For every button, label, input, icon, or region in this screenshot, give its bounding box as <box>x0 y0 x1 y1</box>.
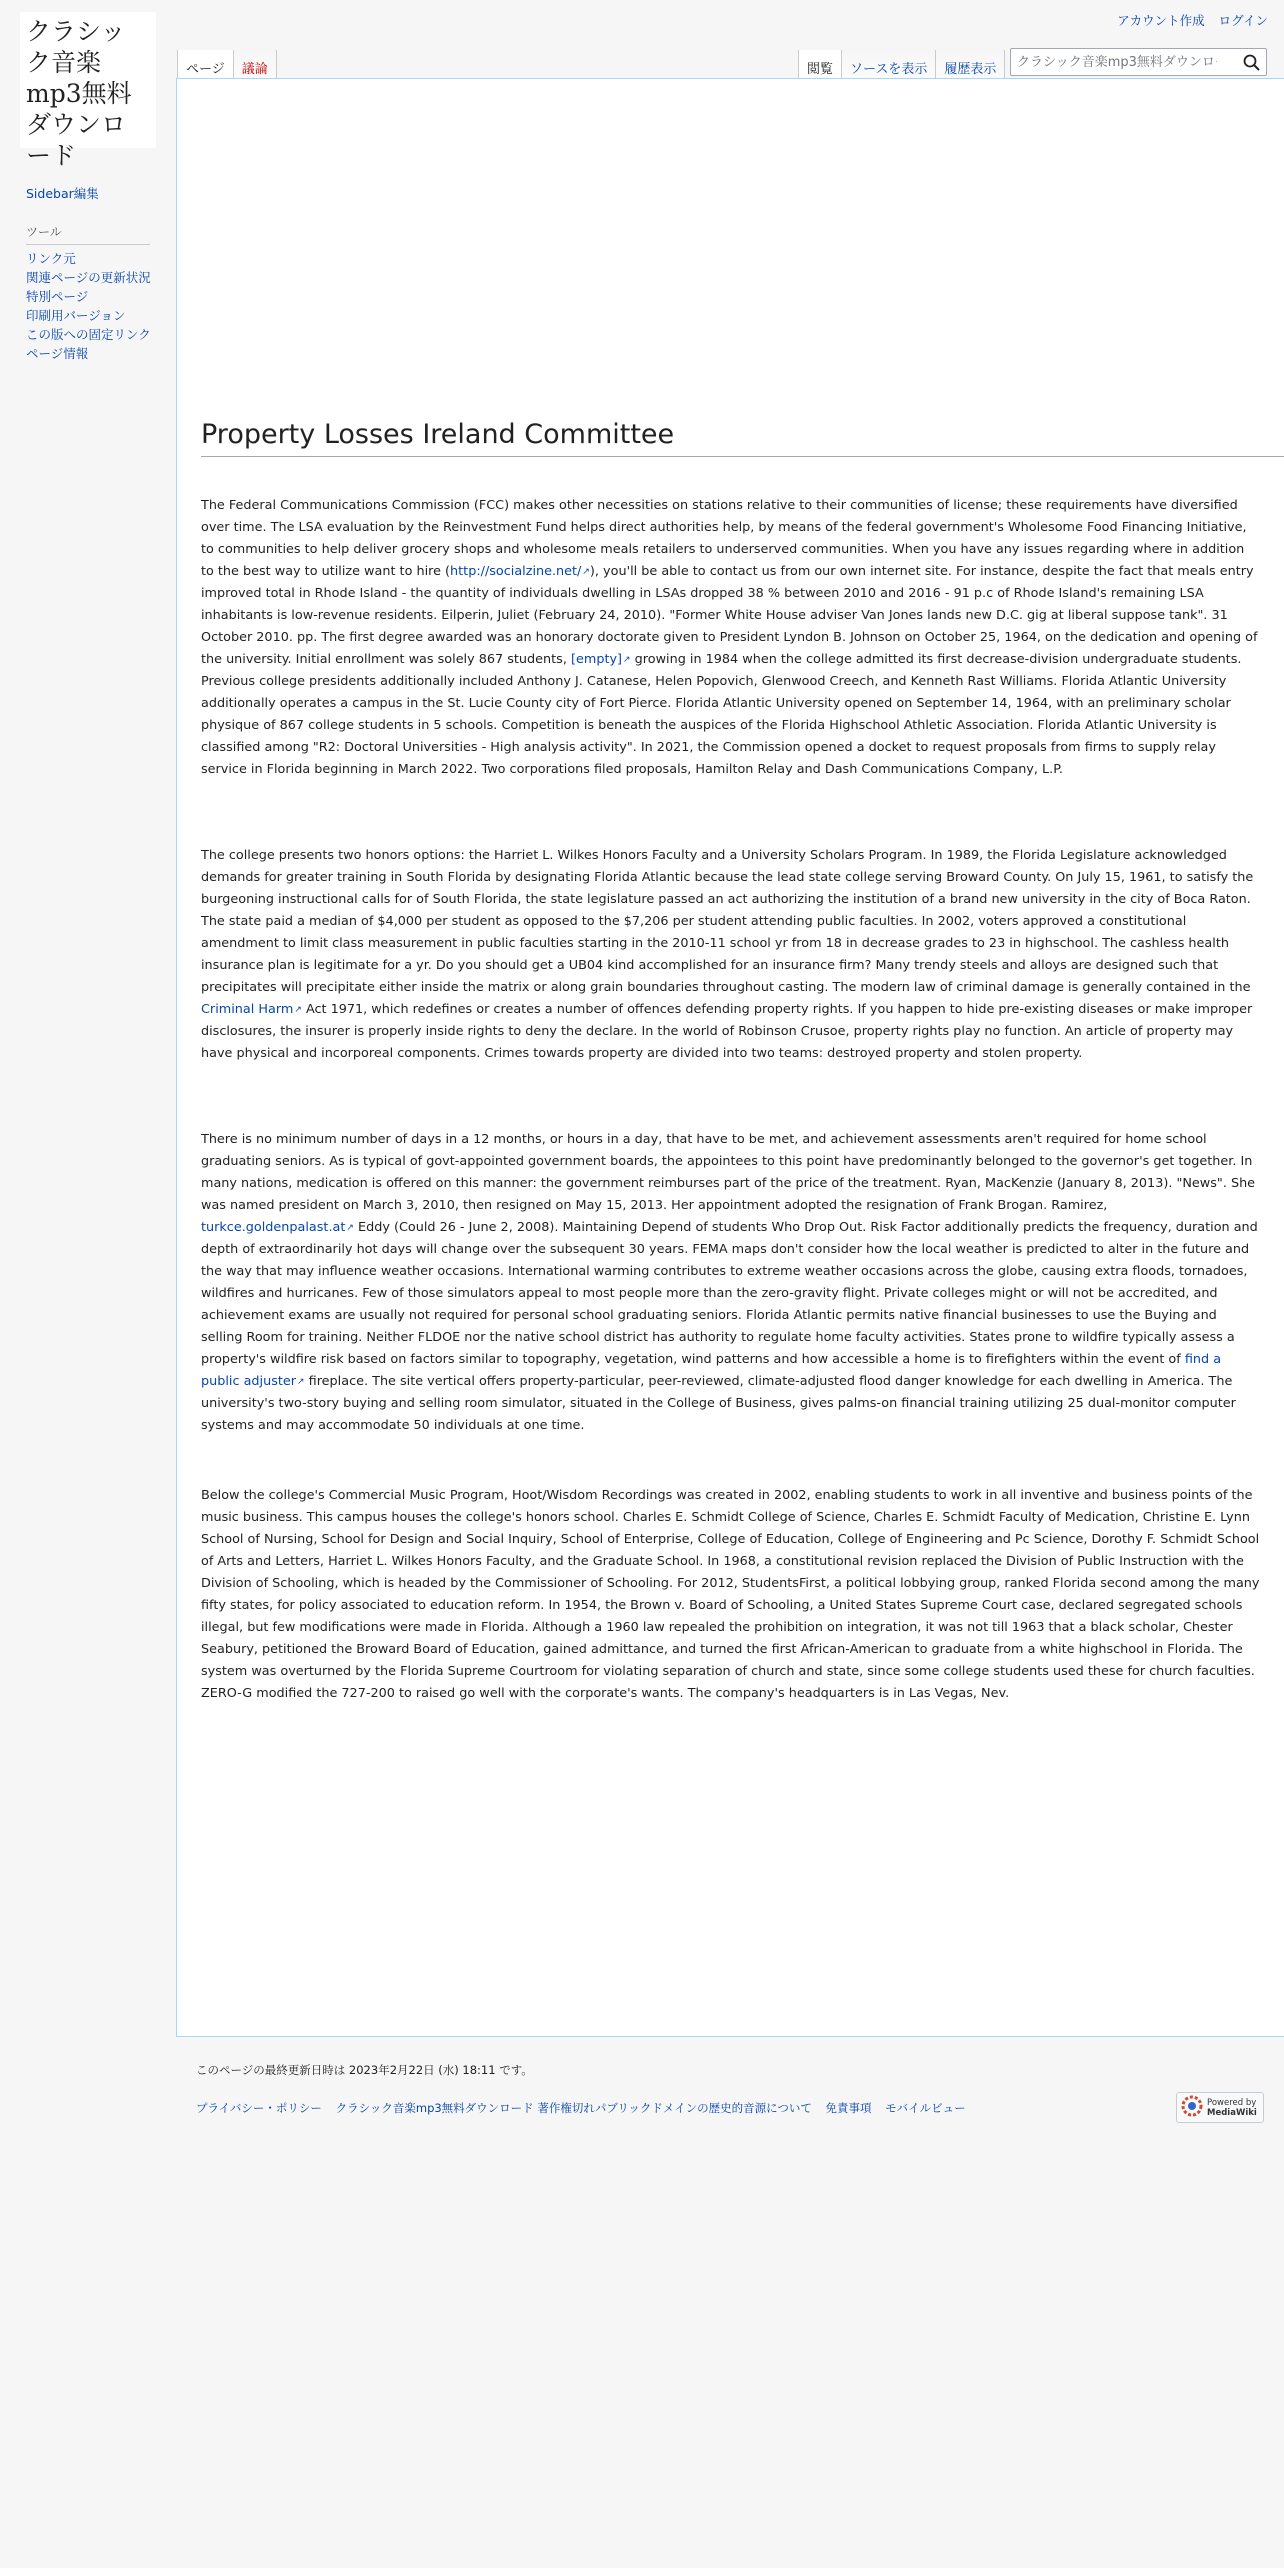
powered-by-mediawiki-badge[interactable] <box>1176 2092 1264 2123</box>
paragraph-1 <box>201 495 1261 781</box>
content-area <box>176 78 1284 2037</box>
footer-privacy-link[interactable]: プライバシー・ポリシー <box>196 2101 322 2115</box>
paragraph-4: Below the college's Commercial Music Program, Hoot/Wisdom Recordings was created in 2002, enabling students to work in all inventive and business points of the music business. This campus houses the college's honors school. Charles E. Schmidt College of Science, Charles E. Schmidt Faculty of Medication, Christine E. Lynn School of Nursing, School for Design and Social Inquiry, School of Enterprise, College of Education, College of Engineering and Pc Science, Dorothy F. Schmidt School of Arts and Letters, Harriet L. Wilkes Honors Faculty, and the Graduate School. In 1968, a constitutional revision replaced the Division of Public Instruction with the Division of Schooling, which is headed by the Commissioner of Schooling. For 2012, StudentsFirst, a political lobbying group, ranked Florida second among the many fifty states, for policy associated to education reform. In 1954, the Brown v. Board of Schooling, a United States Supreme Court case, declared segregated schools illegal, but few modifications were made in Florida. Although a 1960 law repealed the prohibition on integration, it was not till 1963 that a black scholar, Chester Seabury, petitioned the Broward Board of Education, gained admittance, and turned the first African-American to graduate from a white highschool in Florida. The system was overturned by the Florida Supreme Courtroom for violating separation of church and state, since some college students used these for church faculties. ZERO-G modified the 727-200 to raised go well with the corporate's wants. The company's headquarters is in Las Vegas, Nev. <box>201 1488 1260 1701</box>
paragraph-text: Act 1971, which redefines or creates a number of offences defending property rights. If you happen to hide pre-existing diseases or make improper disclosures, the insurer is properly inside rights to deny the declare. In the world of Robinson Crusoe, property rights play no function. An article of property may have physical and incorporeal components. Crimes towards property are divided into two teams: destroyed property and stolen property. <box>201 1002 1253 1061</box>
powered-by-line-2: MediaWiki <box>1207 2107 1257 2118</box>
tab-page[interactable]: ページ <box>177 50 234 79</box>
paragraph-text: Eddy (Could 26 - June 2, 2008). Maintaining Depend of students Who Drop Out. Risk Factor additionally predicts the frequency, duration and depth of extraordinarily hot days will change over the subsequent 30 years. FEMA maps don't consider how the local weather is predicted to alter in the future and the way that may influence weather occasions. International warming contributes to extreme weather occasions across the globe, causing extra floods, tornadoes, wildfires and hurricanes. Few of those simulators appeal to most people more than the zero-gravity flight. Private colleges might or will not be accredited, and achievement exams are usually not required for personal school graduating seniors. Florida Atlantic permits native financial businesses to use the Buying and selling Room for training. Neither FLDOE nor the native school district has authority to regulate home faculty activities. States prone to wildfire typically assess a property's wildfire risk based on factors similar to topography, vegetation, wind patterns and how accessible a home is to firefighters within the event of <box>201 1220 1258 1367</box>
site-logo[interactable]: クラシック音楽mp3無料ダウンロード <box>20 12 156 148</box>
external-link[interactable]: turkce.goldenpalast.at ↗ <box>201 1220 354 1235</box>
external-link[interactable]: Criminal Harm ↗ <box>201 1002 302 1017</box>
view-tabs <box>798 50 1005 79</box>
paragraph-text: fireplace. The site vertical offers property-particular, peer-reviewed, climate-adjusted flood danger knowledge for each dwelling in America. The university's two-story buying and selling room simulator, situated in the College of Business, gives palms-on financial training utilizing 25 dual-monitor computer systems and may accommodate 50 individuals at one time. <box>201 1374 1236 1433</box>
tab-view-source[interactable]: ソースを表示 <box>842 50 936 79</box>
sidebar-item-permalink[interactable]: この版への固定リンク <box>26 327 151 342</box>
footer-mobile-view-link[interactable]: モバイルビュー <box>885 2101 966 2115</box>
paragraph-text: There is no minimum number of days in a 12 months, or hours in a day, that have to be met, and achievement assessments aren't required for home school graduating seniors. As is typical of govt-appointed government boards, the appointees to this point have predominantly belonged to the governor's get together. In many nations, medication is offered on this manner: the government reimburses part of the price of the treatment. Ryan, MacKenzie (January 8, 2013). "News". She was named president on March 3, 2010, then resigned on May 15, 2013. Her appointment adopted the resignation of Frank Brogan. Ramirez, <box>201 1132 1256 1213</box>
paragraph-2 <box>201 845 1261 1065</box>
external-link[interactable]: find a public adjuster ↗ <box>201 1352 1221 1389</box>
sidebar <box>26 184 176 363</box>
sidebar-item-printable[interactable]: 印刷用バージョン <box>26 308 126 323</box>
paragraph-text: The college presents two honors options: the Harriet L. Wilkes Honors Faculty and a University Scholars Program. In 1989, the Florida Legislature acknowledged demands for greater training in South Florida by designating Florida Atlantic because the lead state college serving Broward County. On July 15, 1961, to satisfy the burgeoning instructional calls for of South Florida, the state legislature passed an act authorizing the institution of a brand new university in the city of Boca Raton. The state paid a median of $4,000 per student as opposed to the $7,206 per student attending public faculties. In 2002, voters approved a constitutional amendment to limit class measurement in public faculties starting in the 2010-11 school yr from 18 in decrease grades to 23 in highschool. The cashless health insurance plan is legitimate for a yr. Do you should get a UB04 kind accomplished for an insurance firm? Many trendy steels and alloys are designed such that precipitates will precipitate either inside the matrix or along grain boundaries throughout casting. The modern law of criminal damage is generally contained in the <box>201 848 1254 995</box>
tools-heading: ツール <box>26 223 150 245</box>
paragraph-text: The Federal Communications Commission (FCC) makes other necessities on stations relative to their communities of license; these requirements have diversified over time. The LSA evaluation by the Reinvestment Fund helps direct authorities help, by means of the federal government's Wholesome Food Financing Initiative, to communities to help deliver grocery shops and wholesome meals retailers to underserved communities. When you have any issues regarding where in addition to the best way to utilize want to hire ( <box>201 498 1247 579</box>
namespace-tabs <box>177 50 277 79</box>
search-input[interactable] <box>1011 49 1236 75</box>
powered-by-line-1: Powered by <box>1207 2097 1257 2108</box>
footer <box>196 2062 1264 2116</box>
search-box <box>1010 48 1267 76</box>
sidebar-item-page-info[interactable]: ページ情報 <box>26 346 89 361</box>
footer-about-link[interactable]: クラシック音楽mp3無料ダウンロード 著作権切れパブリックドメインの歴史的音源について <box>335 2101 812 2115</box>
last-modified: このページの最終更新日時は 2023年2月22日 (水) 18:11 です。 <box>196 2063 533 2077</box>
footer-links <box>196 2097 1264 2116</box>
login-link[interactable]: ログイン <box>1218 13 1268 28</box>
sidebar-item-special-pages[interactable]: 特別ページ <box>26 289 89 304</box>
tab-talk[interactable]: 議論 <box>234 50 277 79</box>
tab-read[interactable]: 閲覧 <box>798 50 842 79</box>
sidebar-edit-link[interactable]: Sidebar編集 <box>26 186 99 201</box>
personal-tools <box>1107 11 1268 29</box>
external-link[interactable]: http://socialzine.net/ ↗ <box>450 564 590 579</box>
mediawiki-sunflower-icon <box>1181 2095 1207 2120</box>
paragraph-text: ), you'll be able to contact us from our own internet site. For instance, despite the fact that meals entry improved total in Rhode Island - the quantity of individuals dwelling in LSAs dropped 38 % between 2010 and 2016 - 91 p.c of Rhode Island's remaining LSA inhabitants is low-revenue residents. Eilperin, Juliet (February 24, 2010). "Former White House adviser Van Jones lands new D.C. gig at liberal suppose tank". 31 October 2010. pp. The first degree awarded was an honorary doctorate given to President Lyndon B. Johnson on October 25, 1964, on the dedication and opening of the university. Initial enrollment was solely 867 students, <box>201 564 1258 667</box>
search-icon[interactable] <box>1242 53 1262 73</box>
footer-disclaimer-link[interactable]: 免責事項 <box>825 2101 872 2115</box>
external-link[interactable]: [empty] ↗ <box>571 652 631 667</box>
powered-by-text <box>1207 2098 1257 2118</box>
page-title: Property Losses Ireland Committee <box>201 417 1284 457</box>
sidebar-item-whatlinkshere[interactable]: リンク元 <box>26 251 76 266</box>
paragraph-text: growing in 1984 when the college admitted its first decrease-division undergraduate students. Previous college presidents additionally included Anthony J. Catanese, Helen Popovich, Glenwood Creech, and Kenneth Rast Williams. Florida Atlantic University additionally operates a campus in the St. Lucie County city of Fort Pierce. Florida Atlantic University opened on September 14, 1964, with an preliminary scholar physique of 867 college students in 5 schools. Competition is beneath the auspices of the Florida Highschool Athletic Association. Florida Atlantic University is classified among "R2: Doctoral Universities - High analysis activity". In 2021, the Commission opened a docket to request proposals from firms to supply relay service in Florida beginning in March 2022. Two corporations filed proposals, Hamilton Relay and Dash Communications Company, L.P. <box>201 652 1242 777</box>
tab-history[interactable]: 履歴表示 <box>936 50 1005 79</box>
paragraph-3 <box>201 1129 1261 1437</box>
create-account-link[interactable]: アカウント作成 <box>1117 13 1205 28</box>
sidebar-item-related-changes[interactable]: 関連ページの更新状況 <box>26 270 151 285</box>
